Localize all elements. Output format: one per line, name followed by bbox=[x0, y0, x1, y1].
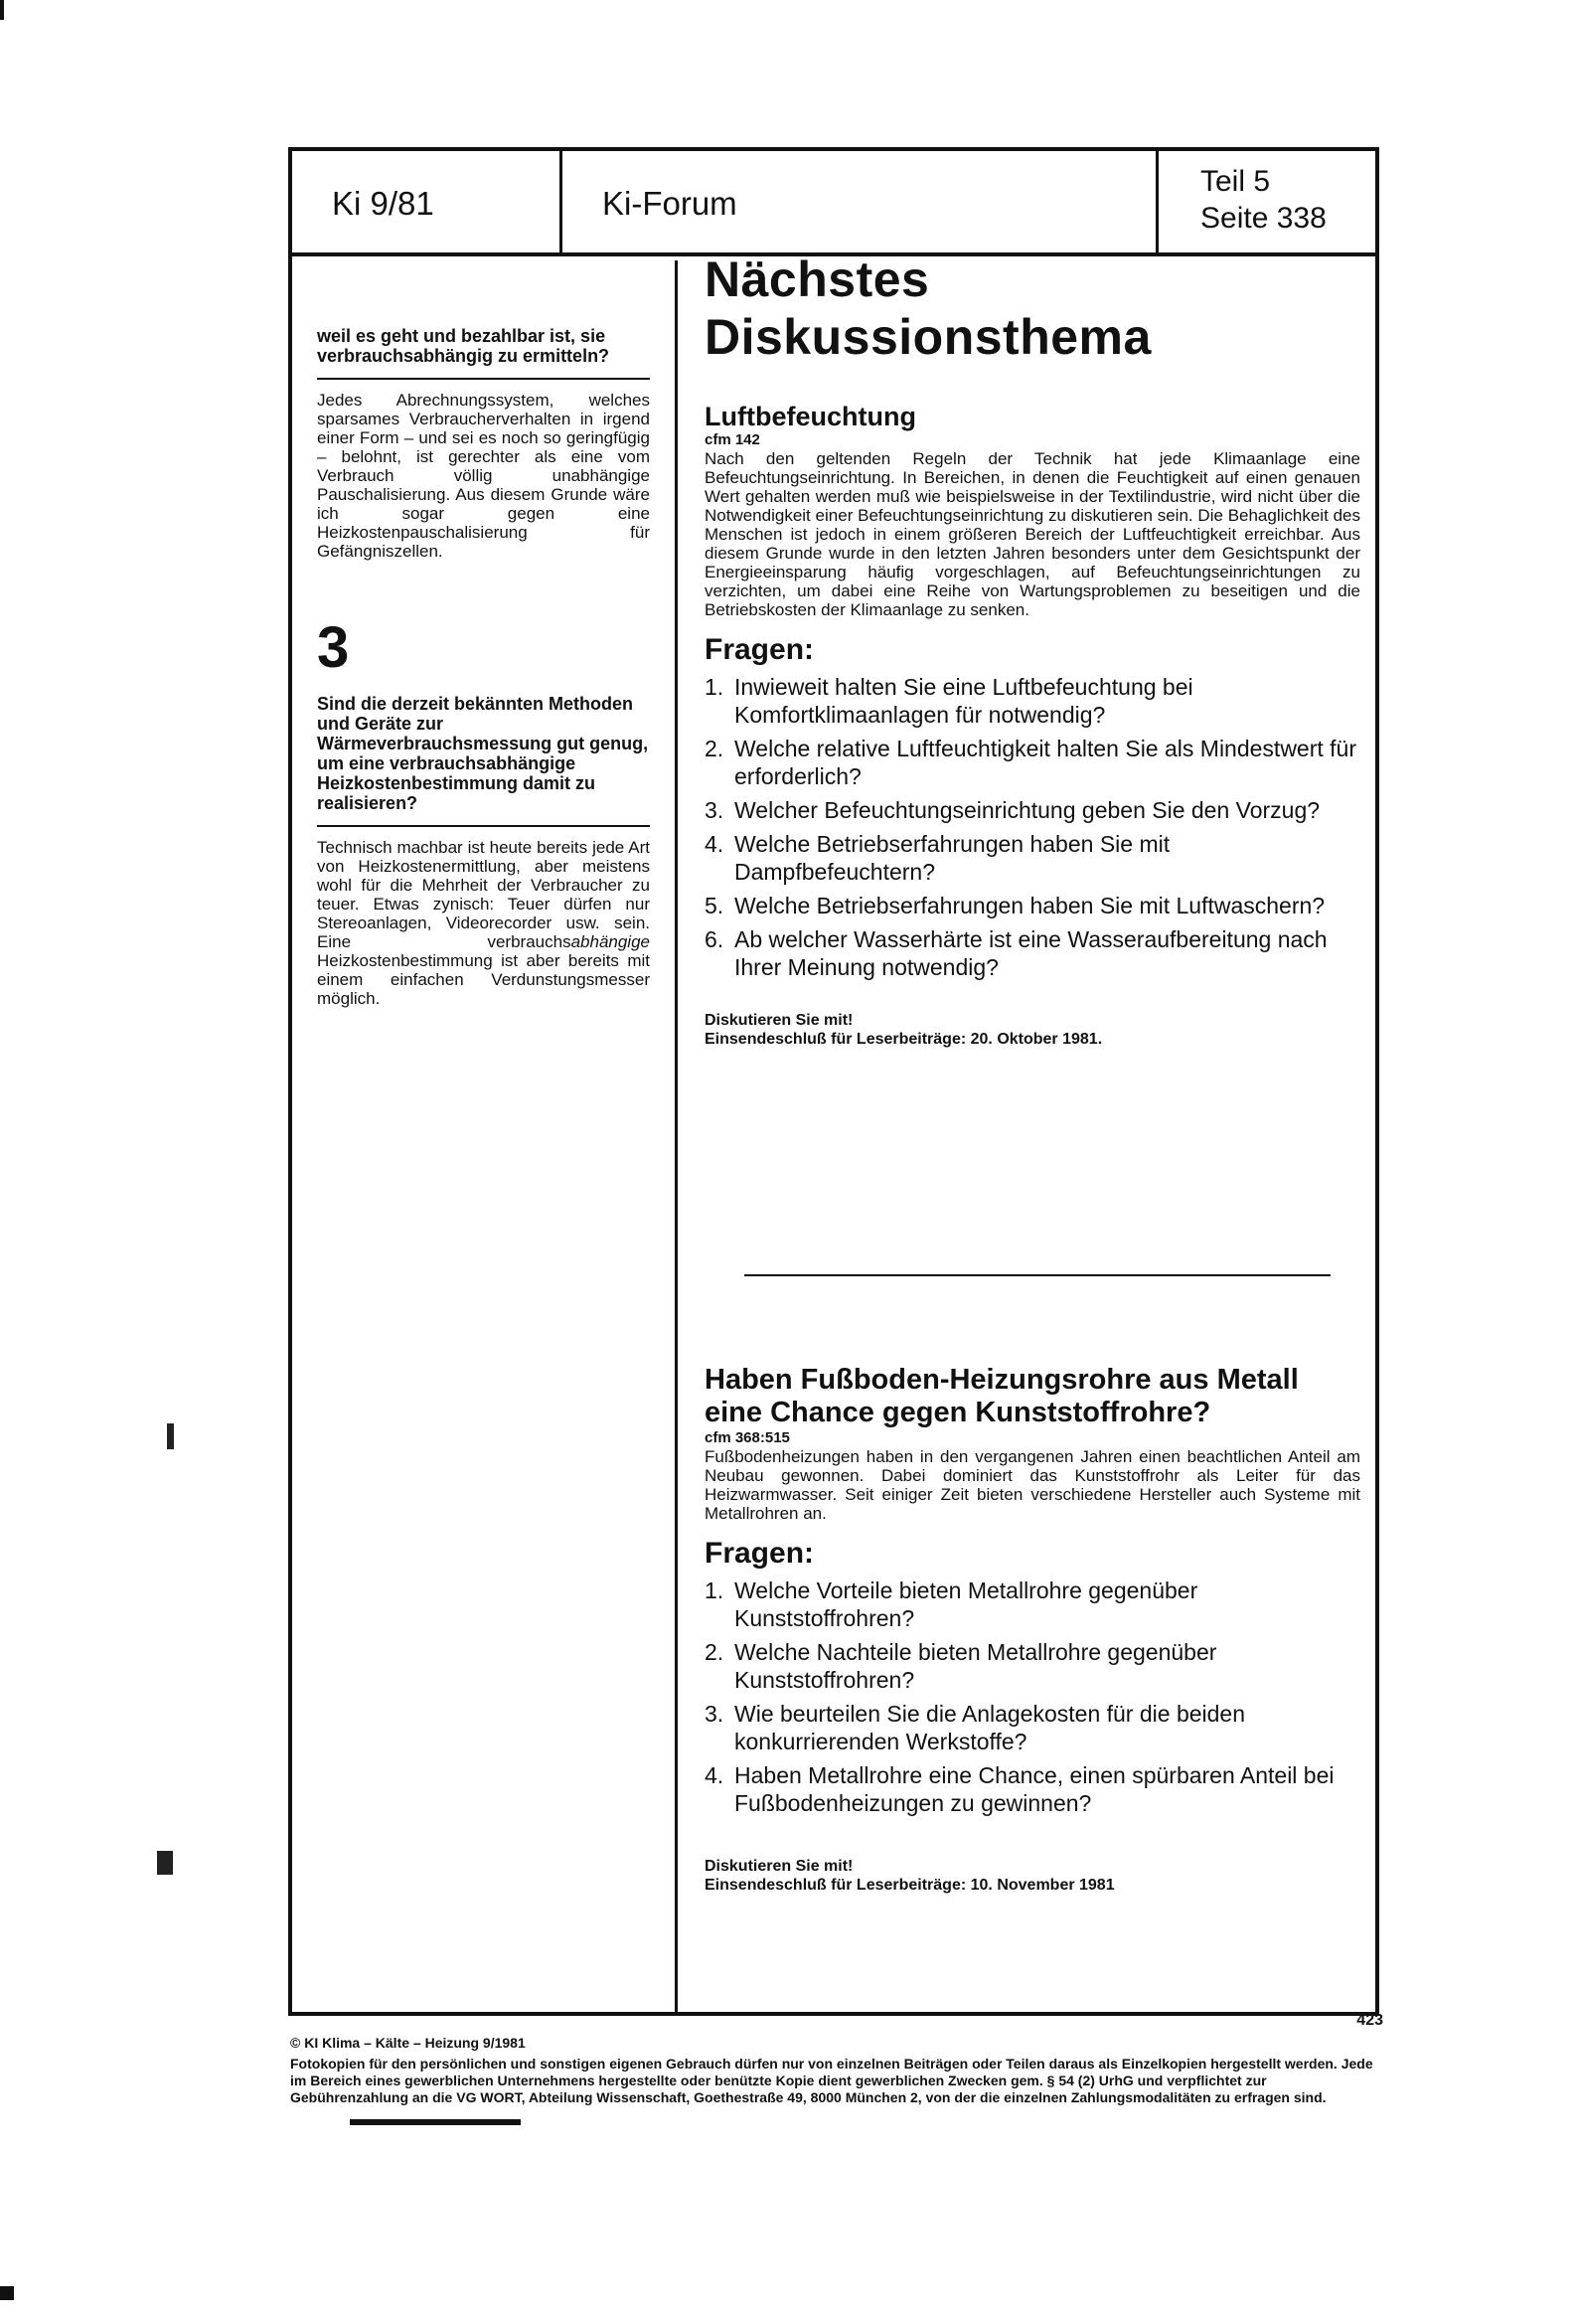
question-3: Sind die derzeit bekännten Methoden und Geräte zur Wärmeverbrauchsmessung gut genug, um eine verbrauchsabhängige Heizkostenbestimmung damit zu realisieren? bbox=[317, 694, 649, 813]
topic-1-question bbox=[705, 925, 1360, 981]
answer-2: Jedes Abrechnungssystem, welches sparsames Verbraucherverhalten in irgend einer Form – und sei es noch so geringfügig – belohnt, ist gerechter als eine vom Verbrauch völlig unabhängige Pauschalisierung. Aus diesem Grunde wäre ich sogar gegen eine Heizkostenpauschalisierung für Gefängniszellen. bbox=[317, 391, 650, 561]
question-2-end: weil es geht und bezahlbar ist, sie verbrauchsabhängig zu ermitteln? bbox=[317, 326, 610, 366]
topic-2-question bbox=[705, 1761, 1360, 1817]
part-label: Teil 5 bbox=[1200, 165, 1271, 198]
section-label: Ki-Forum bbox=[602, 185, 737, 222]
topic-2-question bbox=[705, 1638, 1360, 1694]
question-text: Haben Metallrohre eine Chance, einen spürbaren Anteil bei Fußbodenheizungen zu gewinnen? bbox=[734, 1762, 1335, 1816]
answer-3-part1: Technisch machbar ist heute bereits jede Art von Heizkostenermittlung, aber meistens wohl für die Mehrheit der Verbraucher zu teuer. Etwas zynisch: Teuer dürfen nur Stereoanlagen, Videorecorder usw. sein. Eine verbrauchs bbox=[317, 838, 650, 951]
topic-2-fragen-label: Fragen: bbox=[705, 1537, 815, 1570]
topic-1-deadline: Einsendeschluß für Leserbeiträge: 20. Oktober 1981. bbox=[705, 1031, 1103, 1048]
page-footer bbox=[290, 2012, 1383, 2106]
left-column bbox=[317, 326, 650, 1008]
topic-1-question-list bbox=[705, 673, 1360, 981]
topic-heading: Nächstes Diskussionsthema bbox=[705, 251, 1152, 365]
footer-bar bbox=[350, 2119, 521, 2125]
topic-2 bbox=[705, 1364, 1360, 1895]
question-number: 4. bbox=[705, 831, 724, 857]
scan-mark-left-lower bbox=[157, 1851, 173, 1875]
topic-2-question-list bbox=[705, 1577, 1360, 1817]
answer-3-part2: Heizkostenbestimmung ist aber bereits mit einem einfachen Verdunstungsmesser möglich. bbox=[317, 951, 650, 1008]
copyright: © KI Klima – Kälte – Heizung 9/1981 bbox=[290, 2035, 526, 2051]
page-number: 423 bbox=[1356, 2012, 1383, 2029]
topic-2-question bbox=[705, 1700, 1360, 1755]
page-frame bbox=[288, 147, 1379, 2016]
question-text: Welche Nachteile bieten Metallrohre gegenüber Kunststoffrohren? bbox=[734, 1639, 1217, 1693]
question-text: Welche Vorteile bieten Metallrohre gegenüber Kunststoffrohren? bbox=[734, 1577, 1198, 1631]
header-issue-cell bbox=[292, 151, 562, 252]
topic-1-question bbox=[705, 673, 1360, 729]
topic-1-intro: Nach den geltenden Regeln der Technik hat jede Klimaanlage eine Befeuchtungseinrichtung. In Bereichen, in denen die Feuchtigkeit auf einen genauen Wert gehalten werden muß wie beispielsweise in der Textilindustrie, wird nicht über die Notwendigkeit einer Befeuchtungseinrichtung zu diskutieren sein. Die Behaglichkeit des Menschen ist jedoch in einem größeren Bereich der Luftfeuchtigkeit erreichbar. Aus diesem Grunde wurde in den letzten Jahren besonders unter dem Gesichtspunkt der Energieeinsparung häufig vorgeschlagen, auf Befeuchtungseinrichtungen zu verzichten, um dabei eine Reihe von Wartungsproblemen zu beseitigen und die Betriebskosten der Klimaanlage zu senken. bbox=[705, 449, 1360, 619]
question-number-3: 3 bbox=[317, 615, 350, 680]
topic-1-question bbox=[705, 796, 1360, 824]
copyright-note: Fotokopien für den persönlichen und sonstigen eigenen Gebrauch dürfen nur von einzelnen Beiträgen oder Teilen daraus als Einzelkopien hergestellt werden. Jede im Bereich eines gewerblichen Unternehmens hergestellte oder benützte Kopie dient gewerblichen Zwecken gem. § 54 (2) UrhG und verpflichtet zur Gebührenzahlung an die VG WORT, Abteilung Wissenschaft, Goethestraße 49, 8000 München 2, von der die einzelnen Zahlungsmodalitäten zu erfragen sind. bbox=[290, 2056, 1373, 2105]
topic-1-fragen-label: Fragen: bbox=[705, 633, 815, 666]
topic-1 bbox=[705, 250, 1360, 1049]
topic-1-title: Luftbefeuchtung bbox=[705, 402, 916, 431]
left-rule-1 bbox=[317, 378, 650, 380]
left-rule-2 bbox=[317, 825, 650, 827]
topic-2-intro: Fußbodenheizungen haben in den vergangenen Jahren einen beachtlichen Anteil am Neubau gewonnen. Dabei dominiert das Kunststoffrohr als Leiter für das Heizwarmwasser. Seit einiger Zeit bieten verschiedene Hersteller auch Systeme mit Metallrohren an. bbox=[705, 1447, 1360, 1523]
scan-mark-bottom bbox=[0, 2286, 14, 2300]
topic-2-title: Haben Fußboden-Heizungsrohre aus Metall eine Chance gegen Kunststoffrohre? bbox=[705, 1364, 1299, 1428]
topic-1-question bbox=[705, 830, 1360, 886]
topic-1-question bbox=[705, 892, 1360, 919]
scan-mark-top bbox=[0, 0, 4, 20]
question-number: 6. bbox=[705, 926, 724, 952]
question-text: Inwieweit halten Sie eine Luftbefeuchtung bei Komfortklimaanlagen für notwendig? bbox=[734, 674, 1193, 728]
topic-divider bbox=[744, 1274, 1331, 1276]
topic-2-question bbox=[705, 1577, 1360, 1632]
answer-3 bbox=[317, 838, 650, 1008]
topic-1-discuss-label: Diskutieren Sie mit! bbox=[705, 1012, 854, 1029]
header-section-cell bbox=[562, 151, 1159, 252]
topic-2-discuss-label: Diskutieren Sie mit! bbox=[705, 1858, 854, 1875]
page-label: Seite 338 bbox=[1200, 202, 1327, 235]
question-text: Ab welcher Wasserhärte ist eine Wasseraufbereitung nach Ihrer Meinung notwendig? bbox=[734, 926, 1328, 980]
topic-2-code: cfm 368:515 bbox=[705, 1429, 790, 1446]
question-text: Welche Betriebserfahrungen haben Sie mit Luftwaschern? bbox=[734, 893, 1326, 918]
question-text: Welche relative Luftfeuchtigkeit halten Sie als Mindestwert für erforderlich? bbox=[734, 736, 1356, 789]
question-text: Wie beurteilen Sie die Anlagekosten für die beiden konkurrierenden Werkstoffe? bbox=[734, 1701, 1246, 1754]
question-text: Welche Betriebserfahrungen haben Sie mit Dampfbefeuchtern? bbox=[734, 831, 1171, 885]
page-header bbox=[292, 151, 1375, 256]
scan-mark-left bbox=[167, 1423, 174, 1449]
column-divider bbox=[675, 260, 678, 2015]
issue-label: Ki 9/81 bbox=[332, 185, 434, 222]
question-number: 1. bbox=[705, 1577, 724, 1603]
topic-2-deadline: Einsendeschluß für Leserbeiträge: 10. November 1981 bbox=[705, 1877, 1115, 1894]
question-number: 1. bbox=[705, 674, 724, 700]
question-number: 5. bbox=[705, 893, 724, 918]
answer-3-emphasis: abhängige bbox=[570, 932, 650, 951]
topic-2-discuss bbox=[705, 1857, 1360, 1895]
question-number: 2. bbox=[705, 736, 724, 761]
topic-1-code: cfm 142 bbox=[705, 431, 760, 448]
topic-1-discuss bbox=[705, 1011, 1360, 1049]
topic-1-question bbox=[705, 735, 1360, 790]
header-page-cell bbox=[1159, 151, 1375, 252]
question-number: 2. bbox=[705, 1639, 724, 1665]
question-text: Welcher Befeuchtungseinrichtung geben Sie den Vorzug? bbox=[734, 797, 1321, 823]
question-number: 4. bbox=[705, 1762, 724, 1788]
question-number: 3. bbox=[705, 797, 724, 823]
question-number: 3. bbox=[705, 1701, 724, 1727]
part-page-label bbox=[1200, 163, 1327, 237]
